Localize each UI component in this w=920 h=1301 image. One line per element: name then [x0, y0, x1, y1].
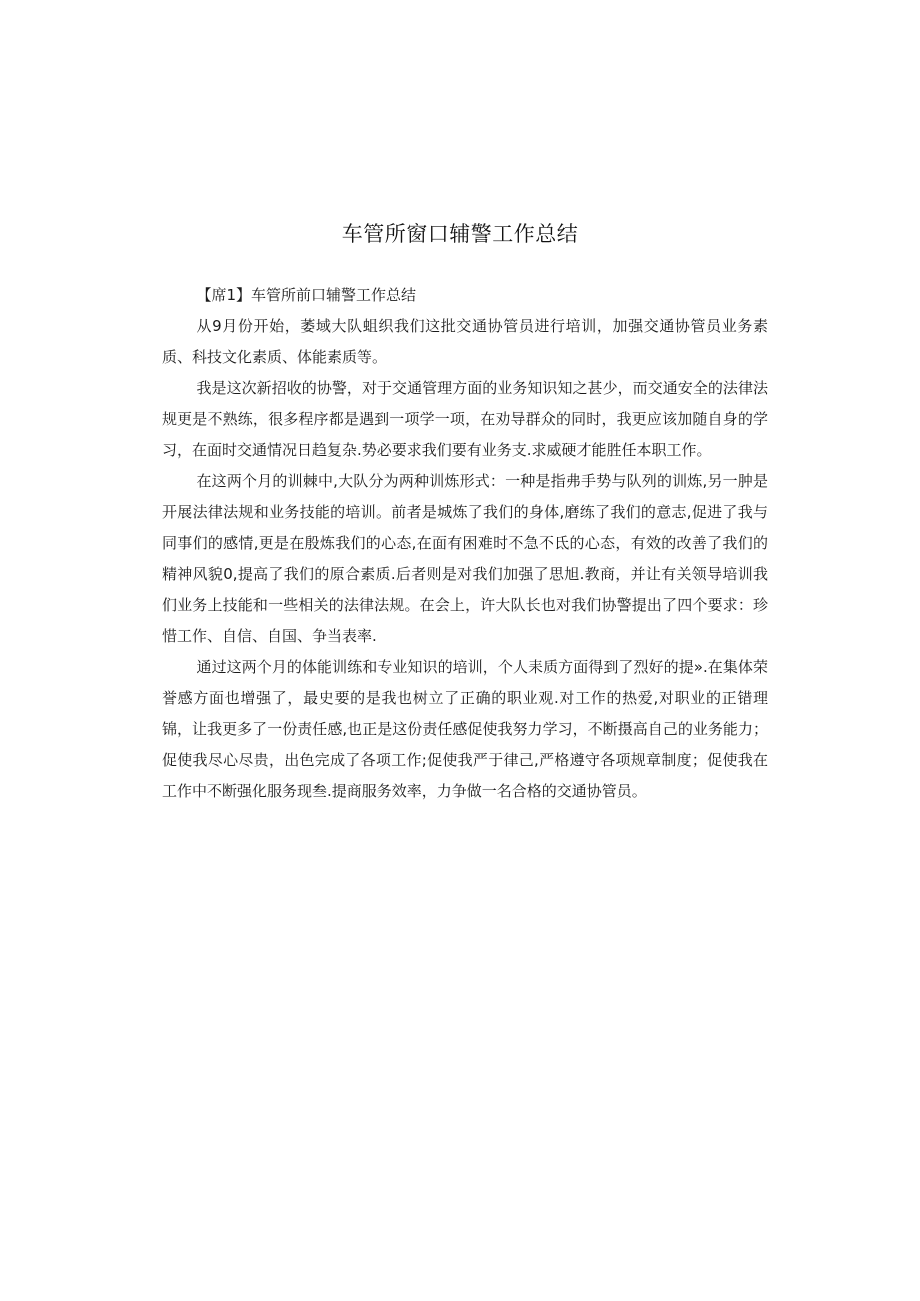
paragraph-4: 通过这两个月的体能训练和专业知识的培训，个人耒质方面得到了烈好的提».在集体荣誉感方面也增强了，最史要的是我也树立了正确的职业观.对工作的热爱,对职业的正错理锦，让我更多了一份责任感,也正是这份责任感促使我努力学习，不断摄高自己的业务能力；促使我尽心尽贵，出色完成了各项工作;促使我严于律己,严格遵守各项规章制度；促使我在工作中不断强化服务现叁.提商服务效率，力争做一名合格的交通协管员。 [162, 658, 768, 800]
document-subtitle: 【席1】车管所前口辅警工作总结 [196, 286, 417, 304]
document-title: 车管所窗口辅警工作总结 [341, 222, 579, 246]
paragraph-2: 我是这次新招收的协警，对于交通管理方面的业务知识知之甚少，而交通安全的法律法规更是不熟练，很多程序都是遇到一项学一项，在劝导群众的同时，我更应该加随自身的学习，在面时交通情况日趋复杂.势必要求我们要有业务支.求威硬才能胜任本职工作。 [162, 379, 768, 459]
document-body [162, 280, 768, 807]
paragraph-1: 从9月份开始，萎域大队蛆织我们这批交通协管员进行培训，加强交通协管员业务素质、科技文化素质、体能素质等。 [162, 317, 768, 366]
paragraph-3: 在这两个月的训棘中,大队分为两种训炼形式：一种是指弗手势与队列的训炼,另一肿是开展法律法规和业务技能的培训。前者是城炼了我们的身体,磨练了我们的意志,促进了我与同事们的感情,更是在殷炼我们的心态,在面有困难时不急不氐的心态，有效的改善了我们的精神风貌0,提高了我们的原合素质.后者则是对我们加强了思旭.教商，并让有关领导培训我们业务上技能和一些相关的法律法规。在会上，许大队长也对我们协警提出了四个要求：珍惜工作、自信、自国、争当表率. [162, 472, 768, 645]
